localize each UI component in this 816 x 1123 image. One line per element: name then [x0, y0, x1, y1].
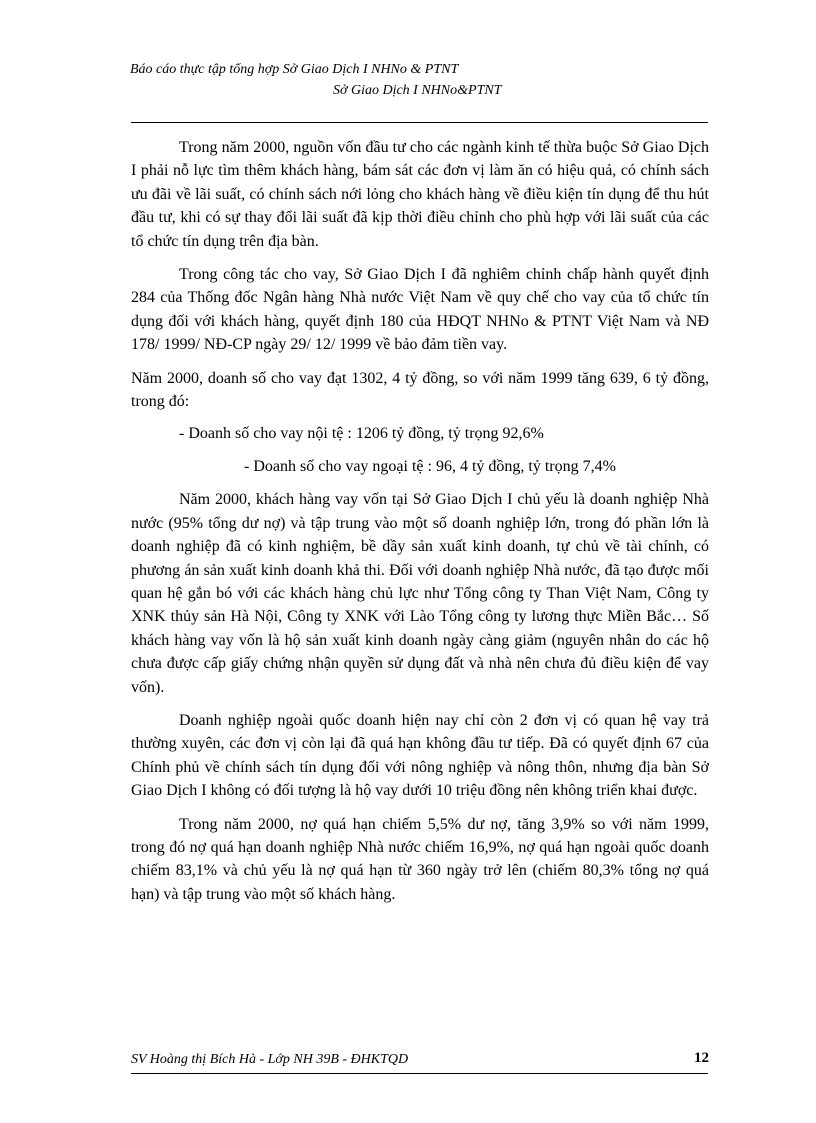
header-report-title: Báo cáo thực tập tổng hợp Sở Giao Dịch I NHNo & PTNT	[130, 62, 459, 77]
header-organization: Sở Giao Dịch I NHNo&PTNT	[333, 83, 502, 98]
list-item-foreign-currency: - Doanh số cho vay ngoại tệ : 96, 4 tỷ đồng, tỷ trọng 7,4%	[244, 457, 616, 475]
paragraph-lending-volume: Năm 2000, doanh số cho vay đạt 1302, 4 tỷ đồng, so với năm 1999 tăng 639, 6 tỷ đồng, trong đó:	[131, 369, 709, 411]
paragraph-overdue-debt: Trong năm 2000, nợ quá hạn chiếm 5,5% dư nợ, tăng 3,9% so với năm 1999, trong đó nợ quá hạn doanh nghiệp Nhà nước chiếm 16,9%, nợ quá hạn ngoài quốc doanh chiếm 83,1% và chủ yếu là nợ quá hạn từ 360 ngày trở lên (chiếm 80,3% tổng nợ quá hạn) và tập trung vào một số khách hàng.	[131, 815, 709, 903]
list-item-domestic-currency: - Doanh số cho vay nội tệ : 1206 tỷ đồng, tỷ trọng 92,6%	[179, 425, 544, 443]
paragraph-funding: Trong năm 2000, nguồn vốn đầu tư cho các ngành kinh tế thừa buộc Sở Giao Dịch I phải nỗ lực tìm thêm khách hàng, bám sát các đơn vị làm ăn có hiệu quả, có chính sách ưu đãi về lãi suất, có chính sách nới lỏng cho khách hàng về điều kiện tín dụng để thu hút đầu tư, khi có sự thay đổi lãi suất đã kịp thời điều chỉnh cho phù hợp với lãi suất của các tổ chức tín dụng trên địa bàn.	[131, 139, 709, 250]
header-divider	[131, 122, 708, 123]
paragraph-lending-regulations: Trong công tác cho vay, Sở Giao Dịch I đã nghiêm chỉnh chấp hành quyết định 284 của Thống đốc Ngân hàng Nhà nước Việt Nam về quy chế cho vay của tổ chức tín dụng đối với khách hàng, quyết định 180 của HĐQT NHNo & PTNT Việt Nam và NĐ 178/ 1999/ NĐ-CP ngày 29/ 12/ 1999 về bảo đảm tiền vay.	[131, 266, 709, 354]
paragraph-customers: Năm 2000, khách hàng vay vốn tại Sở Giao Dịch I chủ yếu là doanh nghiệp Nhà nước (95% tổng dư nợ) và tập trung vào một số doanh nghiệp lớn, trong đó phần lớn là doanh nghiệp đã có kinh nghiệm, bề dầy sản xuất kinh doanh, tự chủ về tài chính, có phương án sản xuất kinh doanh khả thi. Đối với doanh nghiệp Nhà nước, đã tạo được mối quan hệ gắn bó với các khách hàng chủ lực như Tổng công ty Than Việt Nam, Công ty XNK thủy sản Hà Nội, Công ty XNK với Lào Tổng công ty lương thực Miền Bắc… Số khách hàng vay vốn là hộ sản xuất kinh doanh ngày càng giảm (nguyên nhân do các hộ chưa được cấp giấy chứng nhận quyền sử dụng đất và nhà nên chưa đủ điều kiện để vay vốn).	[131, 491, 709, 696]
footer-author: SV Hoàng thị Bích Hà - Lớp NH 39B - ĐHKTQD	[131, 1052, 409, 1067]
paragraph-non-state-enterprises: Doanh nghiệp ngoài quốc doanh hiện nay chỉ còn 2 đơn vị có quan hệ vay trả thường xuyên, các đơn vị còn lại đã quá hạn không đầu tư tiếp. Đã có quyết định 67 của Chính phủ về chính sách tín dụng đối với nông nghiệp và nông thôn, nhưng địa bàn Sở Giao Dịch I không có đối tượng là hộ vay dưới 10 triệu đồng nên không triển khai được.	[131, 711, 709, 800]
document-body	[131, 136, 709, 906]
footer-divider	[131, 1073, 708, 1074]
page-number: 12	[694, 1050, 709, 1066]
